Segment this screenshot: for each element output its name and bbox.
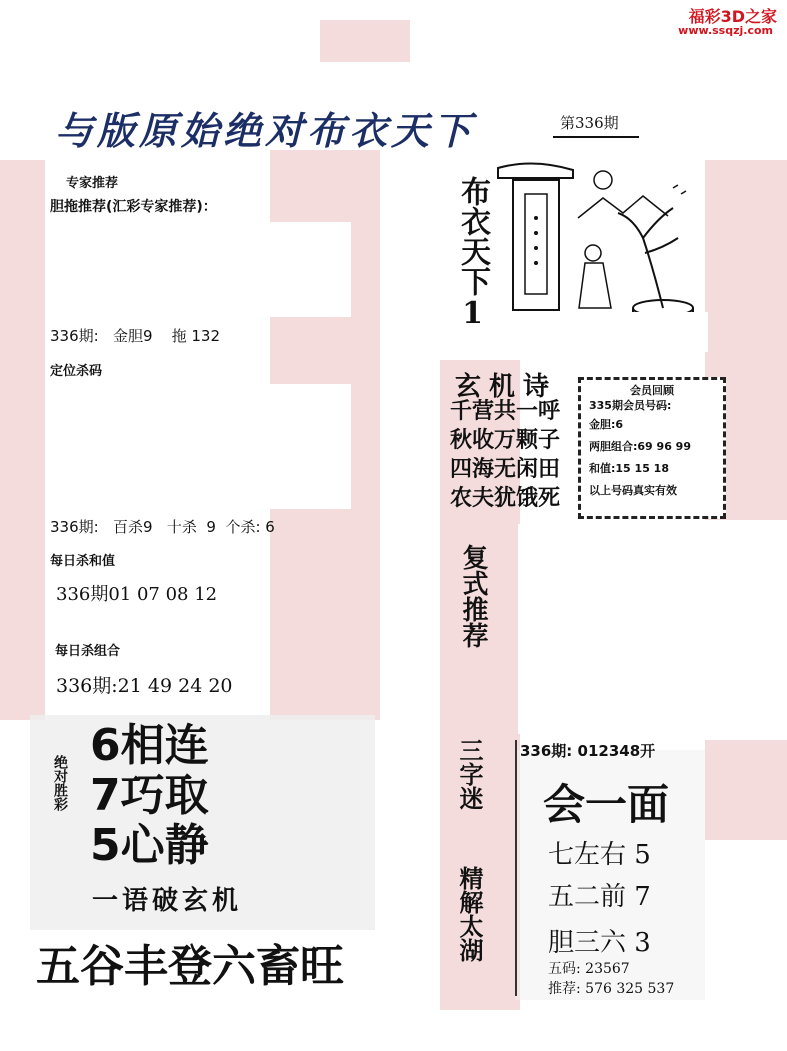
daily-sum-heading: 每日杀和值 [50,554,116,569]
blank-panel [518,524,703,734]
member-line-4: 以上号码真实有效 [589,484,677,497]
poem-line-1: 千营共一呼 [450,399,561,424]
buyi-title: 布衣天下1 [455,176,490,331]
member-line-3: 和值:15 15 18 [589,462,669,475]
divider [515,740,517,996]
expert-heading: 专家推荐 [66,176,119,191]
issue-underline [553,136,639,138]
expert-subheading: 胆拖推荐(汇彩专家推荐)： [50,199,217,215]
expert-line: 336期: 金胆9 拖 132 [50,327,221,345]
blank-panel [490,312,708,352]
background-fragment [705,740,787,840]
poem-line-3: 四海无闲田 [450,457,561,482]
poem-line-2: 秋收万颗子 [450,428,561,453]
absolute-win-label: 绝对胜彩 [52,755,68,811]
daily-combo-heading: 每日杀组合 [55,644,121,659]
member-review-box [578,377,726,519]
member-line-2: 两胆组合:69 96 99 [589,440,691,453]
blank-panel [46,222,351,317]
slogan: 五谷丰登六畜旺 [36,941,344,992]
draw-line: 336期: 012348开 [520,742,656,760]
blank-panel [46,384,351,509]
background-fragment [0,160,45,720]
member-title: 会员回顾 [630,384,674,397]
position-kill-line: 336期: 百杀9 十杀 9 个杀: 6 [50,518,275,536]
five-code: 五码: 23567 [548,961,630,977]
phrase-2: 7巧取 [90,770,209,821]
phrase-1: 6相连 [90,720,209,771]
brand-name: 福彩3D之家 [688,7,777,26]
clue-3: 胆三六 3 [548,928,651,958]
riddle-big-line: 会一面 [543,780,670,829]
page-title: 与版原始绝对布衣天下 [55,108,476,153]
daily-combo-line: 336期:21 49 24 20 [56,675,233,697]
issue-label: 第336期 [560,114,619,132]
poem-line-4: 农夫犹饿死 [450,486,561,511]
riddle-solve-title: 精解太湖 [455,866,484,962]
riddle-title: 三字迷 [455,738,484,810]
daily-sum-line: 336期01 07 08 12 [56,584,218,605]
clue-2: 五二前 7 [548,882,651,912]
poem-title: 玄机诗 [455,372,558,402]
position-kill-heading: 定位杀码 [50,364,103,379]
recommend-line: 推荐: 576 325 537 [548,981,675,997]
phrase-3: 5心静 [90,820,209,871]
brand-url: www.ssqzj.com [678,24,773,37]
member-subtitle: 335期会员号码: [589,399,672,412]
clue-1: 七左右 5 [548,840,651,870]
background-fragment [320,20,410,62]
member-line-1: 金胆:6 [589,418,624,431]
compound-title: 复式推荐 [458,544,488,648]
absolute-win-subtitle: 一语破玄机 [92,886,243,916]
